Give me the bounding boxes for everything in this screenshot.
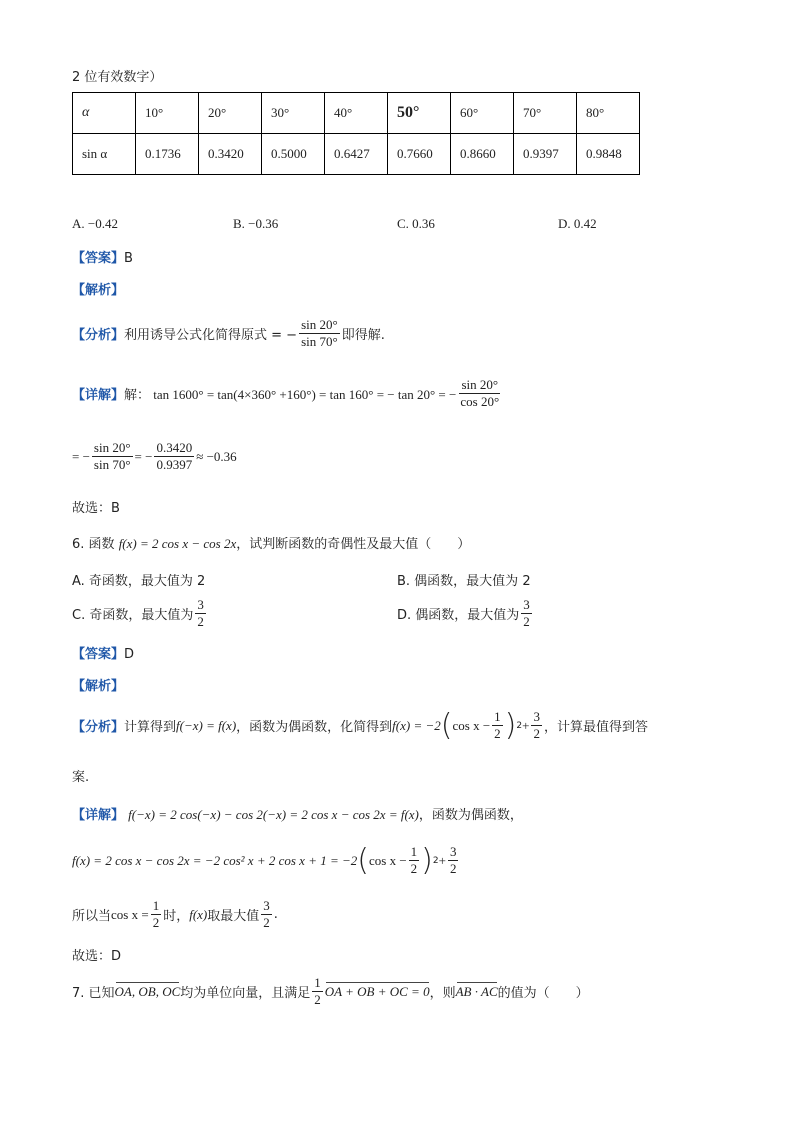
q6-detail-line3	[72, 899, 278, 931]
table-cell-angle: 30°	[262, 93, 325, 134]
q6-option-a: A. 奇函数，最大值为 2	[72, 574, 206, 589]
table-row	[73, 93, 640, 134]
q6-stem	[72, 533, 470, 552]
fenxi-text: 计算得到	[124, 720, 177, 736]
q6-answer	[72, 643, 134, 662]
fraction-denominator: 2	[263, 915, 270, 931]
q7-text: 均为单位向量，且满足	[180, 986, 311, 1002]
answer-value: B	[124, 251, 133, 266]
table-row	[73, 134, 640, 175]
q7-vectors: OA, OB, OC	[114, 983, 181, 999]
fraction	[458, 378, 501, 410]
fenxi-formula: f(x) = −2	[392, 717, 441, 733]
q6-formula: f(x) = 2 cos x − cos 2x	[118, 536, 237, 551]
fraction-numerator: sin 20°	[299, 318, 340, 334]
detail-formula: cos x −	[368, 852, 407, 868]
table-cell-angle: 10°	[136, 93, 199, 134]
fenxi-label: 【分析】	[72, 328, 125, 344]
fenxi-formula: f(−x) = f(x)	[176, 717, 237, 733]
detail-formula: = −	[134, 448, 153, 464]
q7-sum: OA + OB + OC = 0	[324, 983, 430, 999]
q6-option-c	[72, 598, 208, 630]
fraction-denominator: 0.9397	[156, 457, 193, 473]
fraction-numerator: 3	[261, 899, 272, 915]
q5-analysis-label: 【解析】	[72, 283, 125, 298]
detail-formula: 解： tan 1600° = tan(4×360° +160°) = tan 160° = − tan 20° = −	[124, 387, 457, 403]
fraction-denominator: 2	[494, 726, 501, 742]
q6-detail-line2	[72, 842, 460, 878]
fraction-denominator: 2	[449, 861, 457, 877]
q6-stem-suffix: ，试判断函数的奇偶性及最大值（ ）	[236, 537, 471, 552]
fraction-denominator: sin 70°	[301, 334, 338, 350]
q6-option-d	[397, 598, 534, 630]
fraction	[299, 318, 340, 350]
q5-conclusion: 故选：B	[72, 501, 120, 516]
q5-option-c: C. 0.36	[397, 216, 435, 231]
fraction-numerator: 1	[492, 710, 503, 726]
fraction-denominator: cos 20°	[460, 394, 500, 410]
sine-table	[72, 92, 640, 175]
table-cell-value: 0.7660	[388, 134, 451, 175]
fraction	[448, 845, 459, 877]
exponent: 2	[516, 720, 523, 731]
exponent: 2	[432, 855, 439, 866]
q5-detail-line2	[72, 441, 237, 473]
q5-fenxi	[72, 318, 385, 350]
fraction	[154, 441, 194, 473]
table-cell-angle: 80°	[577, 93, 640, 134]
detail-text: 时，	[163, 909, 190, 925]
fraction-denominator: 2	[152, 915, 160, 931]
right-paren: )	[421, 842, 433, 878]
table-cell-angle: 60°	[451, 93, 514, 134]
answer-value: D	[124, 647, 135, 662]
q7-number: 7. 已知	[72, 986, 115, 1002]
detail-text: 所以当	[72, 909, 112, 925]
q6-analysis-label: 【解析】	[72, 679, 125, 694]
fraction-numerator: sin 20°	[92, 441, 133, 457]
q6-fenxi	[72, 707, 648, 743]
fraction-numerator: 3	[521, 598, 532, 614]
fenxi-label: 【分析】	[72, 720, 125, 736]
detail-formula: f(x) = 2 cos x − cos 2x = −2 cos² x + 2 cos x + 1 = −2	[72, 852, 358, 868]
fraction-numerator: 1	[312, 976, 323, 992]
q6-option-b: B. 偶函数，最大值为 2	[397, 574, 531, 589]
table-cell-value: 0.9848	[577, 134, 640, 175]
fraction	[195, 598, 206, 630]
detail-formula: f(−x) = 2 cos(−x) − cos 2(−x) = 2 cos x − cos 2x = f(x)	[128, 807, 419, 822]
fraction-denominator: 2	[314, 992, 321, 1008]
left-paren: (	[440, 707, 453, 743]
q7-text: ，则	[429, 986, 456, 1002]
table-cell-value: 0.1736	[136, 134, 199, 175]
detail-formula: = −	[72, 448, 90, 464]
detail-text: 取最大值	[207, 909, 260, 925]
table-cell-angle: 40°	[325, 93, 388, 134]
fraction-denominator: 2	[197, 614, 204, 630]
fenxi-text: 利用诱导公式化简得原式 = −	[124, 328, 298, 344]
fraction-numerator: 3	[195, 598, 206, 614]
detail-formula: f(x)	[189, 906, 208, 922]
q7-text: 的值为（ ）	[497, 986, 589, 1002]
q6-detail-line1	[72, 804, 523, 823]
table-cell-value: 0.9397	[514, 134, 577, 175]
plus-sign: +	[438, 852, 446, 868]
table-cell-value: 0.6427	[325, 134, 388, 175]
answer-label: 【答案】	[72, 251, 125, 266]
period: .	[273, 907, 278, 923]
q5-option-a: A. −0.42	[72, 216, 118, 231]
fraction	[92, 441, 133, 473]
fenxi-text-end: 即得解.	[341, 328, 385, 344]
fraction-numerator: 3	[531, 710, 542, 726]
q6-fenxi-wrap: 案.	[72, 770, 90, 785]
table-cell-angle: 20°	[199, 93, 262, 134]
fraction-numerator: 3	[448, 845, 459, 861]
q6-conclusion: 故选：D	[72, 949, 122, 964]
fraction	[261, 899, 272, 931]
fenxi-text: ，计算最值得到答	[543, 720, 648, 736]
q5-option-d: D. 0.42	[558, 216, 597, 231]
plus-sign: +	[522, 717, 530, 733]
detail-formula: ≈ −0.36	[196, 448, 237, 464]
left-paren: (	[357, 842, 369, 878]
fraction	[312, 976, 323, 1008]
table-cell-value: 0.5000	[262, 134, 325, 175]
q7-dot: AB · AC	[455, 983, 498, 999]
fraction-denominator: 2	[533, 726, 540, 742]
fraction-numerator: 1	[409, 845, 420, 861]
fraction	[492, 710, 503, 742]
table-cell-angle: 50°	[388, 93, 451, 134]
table-cell-angle: 70°	[514, 93, 577, 134]
fraction	[151, 899, 162, 931]
fraction-denominator: sin 70°	[93, 457, 131, 473]
fraction-numerator: sin 20°	[459, 378, 500, 394]
fraction-numerator: 0.3420	[154, 441, 194, 457]
q5-answer	[72, 247, 133, 266]
detail-text: ，函数为偶函数，	[418, 808, 523, 823]
table-cell-value: 0.8660	[451, 134, 514, 175]
table-cell-value: 0.3420	[199, 134, 262, 175]
fenxi-formula: cos x −	[452, 717, 491, 733]
option-text: D. 偶函数，最大值为	[397, 608, 520, 624]
table-head-alpha: α	[73, 93, 136, 134]
q5-detail-line1	[72, 378, 503, 410]
q5-option-b: B. −0.36	[233, 216, 279, 231]
detail-label: 【详解】	[72, 388, 125, 404]
option-text: C. 奇函数，最大值为	[72, 608, 194, 624]
fraction	[409, 845, 420, 877]
q7-stem	[72, 976, 589, 1008]
fraction	[521, 598, 532, 630]
fraction-denominator: 2	[410, 861, 418, 877]
fraction-denominator: 2	[523, 614, 530, 630]
fraction	[531, 710, 542, 742]
answer-label: 【答案】	[72, 647, 125, 662]
fraction-numerator: 1	[151, 899, 162, 915]
table-head-sin: sin α	[73, 134, 136, 175]
detail-formula: cos x =	[111, 906, 149, 922]
q6-number: 6. 函数	[72, 537, 115, 552]
fenxi-text: ，函数为偶函数，化简得到	[236, 720, 393, 736]
detail-label: 【详解】	[72, 808, 125, 823]
intro-text: 2 位有效数字）	[72, 70, 163, 85]
right-paren: )	[504, 707, 517, 743]
